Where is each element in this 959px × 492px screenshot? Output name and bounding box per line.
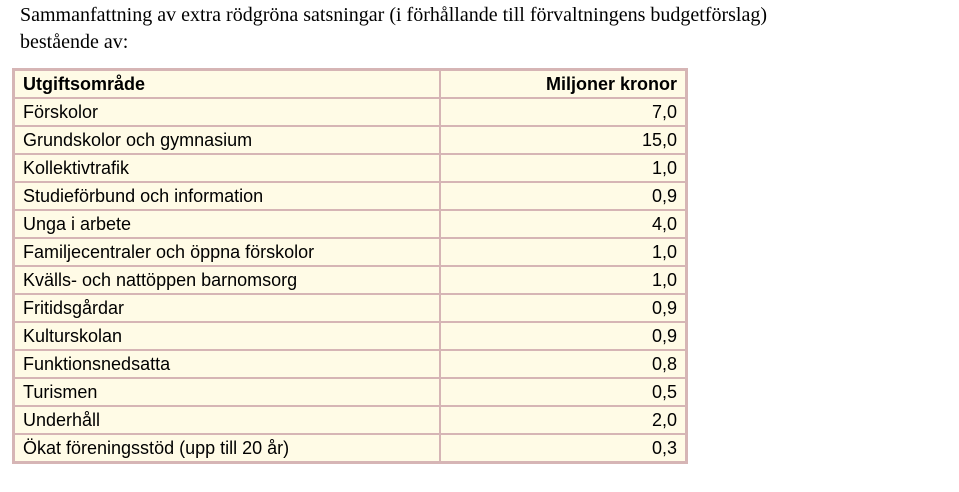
amount-cell: 0,8 bbox=[440, 350, 687, 378]
table-body bbox=[14, 98, 687, 463]
table-row bbox=[14, 350, 687, 378]
amount-cell: 1,0 bbox=[440, 154, 687, 182]
table-row bbox=[14, 238, 687, 266]
category-cell: Unga i arbete bbox=[14, 210, 440, 238]
category-cell: Underhåll bbox=[14, 406, 440, 434]
category-cell: Turismen bbox=[14, 378, 440, 406]
table-row bbox=[14, 182, 687, 210]
amount-cell: 0,9 bbox=[440, 322, 687, 350]
amount-cell: 0,9 bbox=[440, 182, 687, 210]
amount-cell: 7,0 bbox=[440, 98, 687, 126]
table-row bbox=[14, 294, 687, 322]
page-heading bbox=[20, 2, 955, 56]
category-cell: Kulturskolan bbox=[14, 322, 440, 350]
category-cell: Funktionsnedsatta bbox=[14, 350, 440, 378]
category-cell: Förskolor bbox=[14, 98, 440, 126]
table-row bbox=[14, 406, 687, 434]
table-row bbox=[14, 210, 687, 238]
column-header-amount: Miljoner kronor bbox=[440, 70, 687, 99]
amount-cell: 0,3 bbox=[440, 434, 687, 463]
amount-cell: 1,0 bbox=[440, 266, 687, 294]
table-header-row bbox=[14, 70, 687, 99]
table-row bbox=[14, 322, 687, 350]
category-cell: Fritidsgårdar bbox=[14, 294, 440, 322]
amount-cell: 0,9 bbox=[440, 294, 687, 322]
amount-cell: 2,0 bbox=[440, 406, 687, 434]
amount-cell: 1,0 bbox=[440, 238, 687, 266]
table-row bbox=[14, 434, 687, 463]
category-cell: Familjecentraler och öppna förskolor bbox=[14, 238, 440, 266]
category-cell: Kvälls- och nattöppen barnomsorg bbox=[14, 266, 440, 294]
heading-line-2: bestående av: bbox=[20, 31, 129, 53]
category-cell: Studieförbund och information bbox=[14, 182, 440, 210]
category-cell: Ökat föreningsstöd (upp till 20 år) bbox=[14, 434, 440, 463]
budget-table bbox=[12, 68, 688, 464]
category-cell: Grundskolor och gymnasium bbox=[14, 126, 440, 154]
table-row bbox=[14, 266, 687, 294]
amount-cell: 15,0 bbox=[440, 126, 687, 154]
category-cell: Kollektivtrafik bbox=[14, 154, 440, 182]
amount-cell: 0,5 bbox=[440, 378, 687, 406]
table-row bbox=[14, 126, 687, 154]
column-header-category: Utgiftsområde bbox=[14, 70, 440, 99]
amount-cell: 4,0 bbox=[440, 210, 687, 238]
table-row bbox=[14, 98, 687, 126]
heading-line-1: Sammanfattning av extra rödgröna satsningar (i förhållande till förvaltningens budgetförslag) bbox=[20, 4, 768, 26]
table-row bbox=[14, 154, 687, 182]
table-row bbox=[14, 378, 687, 406]
